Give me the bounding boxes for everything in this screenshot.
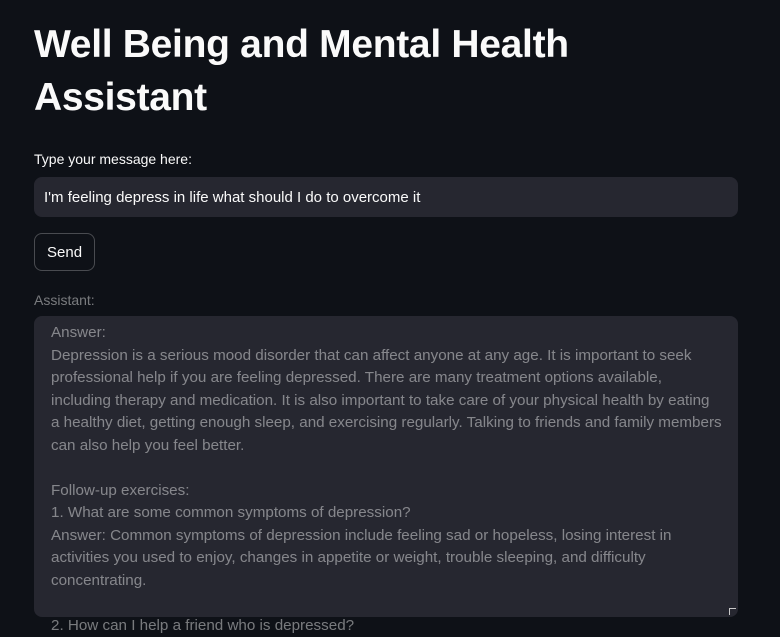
- assistant-label: Assistant:: [34, 292, 95, 308]
- page-title: Well Being and Mental Health Assistant: [34, 23, 569, 119]
- assistant-response-text: Answer: Depression is a serious mood disorder that can affect anyone at any age. It is important to seek professional help if you are feeling depressed. There are many treatment options available, including therapy and medication. It is also important to take care of your physical health by eating a healthy diet, getting enough sleep, and exercising regularly. Talking to friends and family members can also help you feel better. Follow-up exercises: 1. What are some common symptoms of depression? Answer: Common symptoms of depression include feeling sad or hopeless, losing interest in activities you used to enjoy, changes in appetite or weight, trouble sleeping, and difficulty concentrating. 2. How can I help a friend who is depressed?: [51, 324, 722, 634]
- message-input-label: Type your message here:: [34, 151, 192, 167]
- assistant-response-area[interactable]: [34, 316, 738, 634]
- send-button[interactable]: Send: [34, 233, 95, 271]
- message-input[interactable]: [34, 177, 738, 217]
- resize-handle-icon[interactable]: [729, 608, 736, 615]
